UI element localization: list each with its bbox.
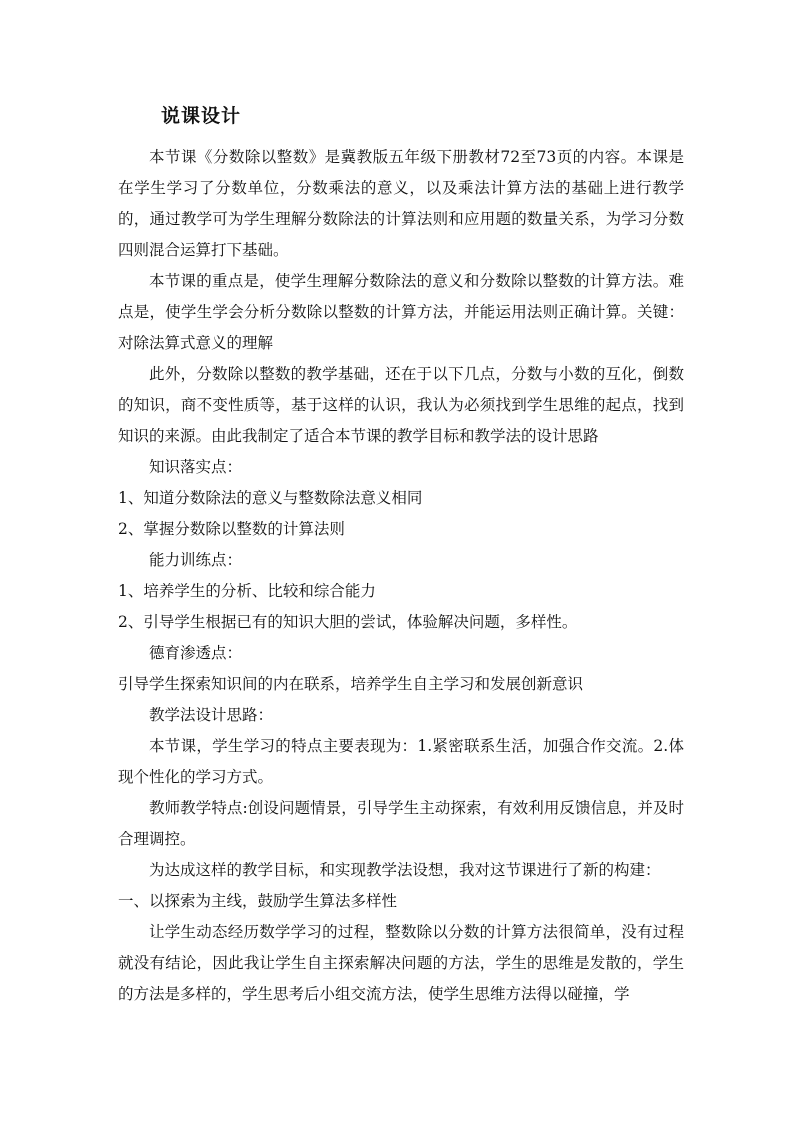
- heading-method-design: 教学法设计思路：: [149, 706, 274, 724]
- paragraph-exploration: 让学生动态经历数学学习的过程，整数除以分数的计算方法很简单，没有过程就没有结论，因此我让学生自主探索解决问题的方法，学生的思维是发散的，学生的方法是多样的，学生思考后小组交流方法，使学生思维方法得以碰撞，学: [118, 923, 684, 1003]
- heading-moral-points: 德育渗透点：: [149, 644, 243, 662]
- paragraph-teacher-features: 教师教学特点:创设问题情景，引导学生主动探索，有效利用反馈信息，并及时合理调控。: [118, 799, 684, 848]
- list-item-knowledge-1: 1、知道分数除法的意义与整数除法意义相同: [118, 489, 423, 507]
- paragraph-student-features: 本节课，学生学习的特点主要表现为：1.紧密联系生活，加强合作交流。2.体现个性化的学习方式。: [118, 737, 684, 786]
- list-item-knowledge-2: 2、掌握分数除以整数的计算法则: [118, 520, 345, 538]
- paragraph-construction: 为达成这样的教学目标，和实现教学法设想，我对这节课进行了新的构建：: [149, 861, 661, 879]
- list-item-ability-2: 2、引导学生根据已有的知识大胆的尝试，体验解决问题，多样性。: [118, 613, 578, 631]
- list-item-ability-1: 1、培养学生的分析、比较和综合能力: [118, 582, 376, 600]
- heading-knowledge-points: 知识落实点：: [149, 458, 243, 476]
- heading-ability-points: 能力训练点：: [149, 551, 243, 569]
- paragraph-foundation: 此外，分数除以整数的教学基础，还在于以下几点，分数与小数的互化，倒数的知识，商不变性质等，基于这样的认识，我认为必须找到学生思维的起点，找到知识的来源。由此我制定了适合本节课的教学目标和教学法的设计思路: [118, 365, 684, 445]
- section-heading-1: 一、以探索为主线，鼓励学生算法多样性: [118, 892, 398, 910]
- paragraph-intro: 本节课《分数除以整数》是冀教版五年级下册教材72至73页的内容。本课是在学生学习了分数单位，分数乘法的意义，以及乘法计算方法的基础上进行教学的，通过教学可为学生理解分数除法的计算法则和应用题的数量关系，为学习分数四则混合运算打下基础。: [118, 148, 684, 259]
- moral-points-text: 引导学生探索知识间的内在联系，培养学生自主学习和发展创新意识: [118, 675, 584, 693]
- document-title: 说课设计: [161, 105, 242, 127]
- document-body: [118, 142, 684, 1010]
- paragraph-key-points: 本节课的重点是，使学生理解分数除法的意义和分数除以整数的计算方法。难点是，使学生学会分析分数除以整数的计算方法，并能运用法则正确计算。关键：对除法算式意义的理解: [118, 272, 684, 352]
